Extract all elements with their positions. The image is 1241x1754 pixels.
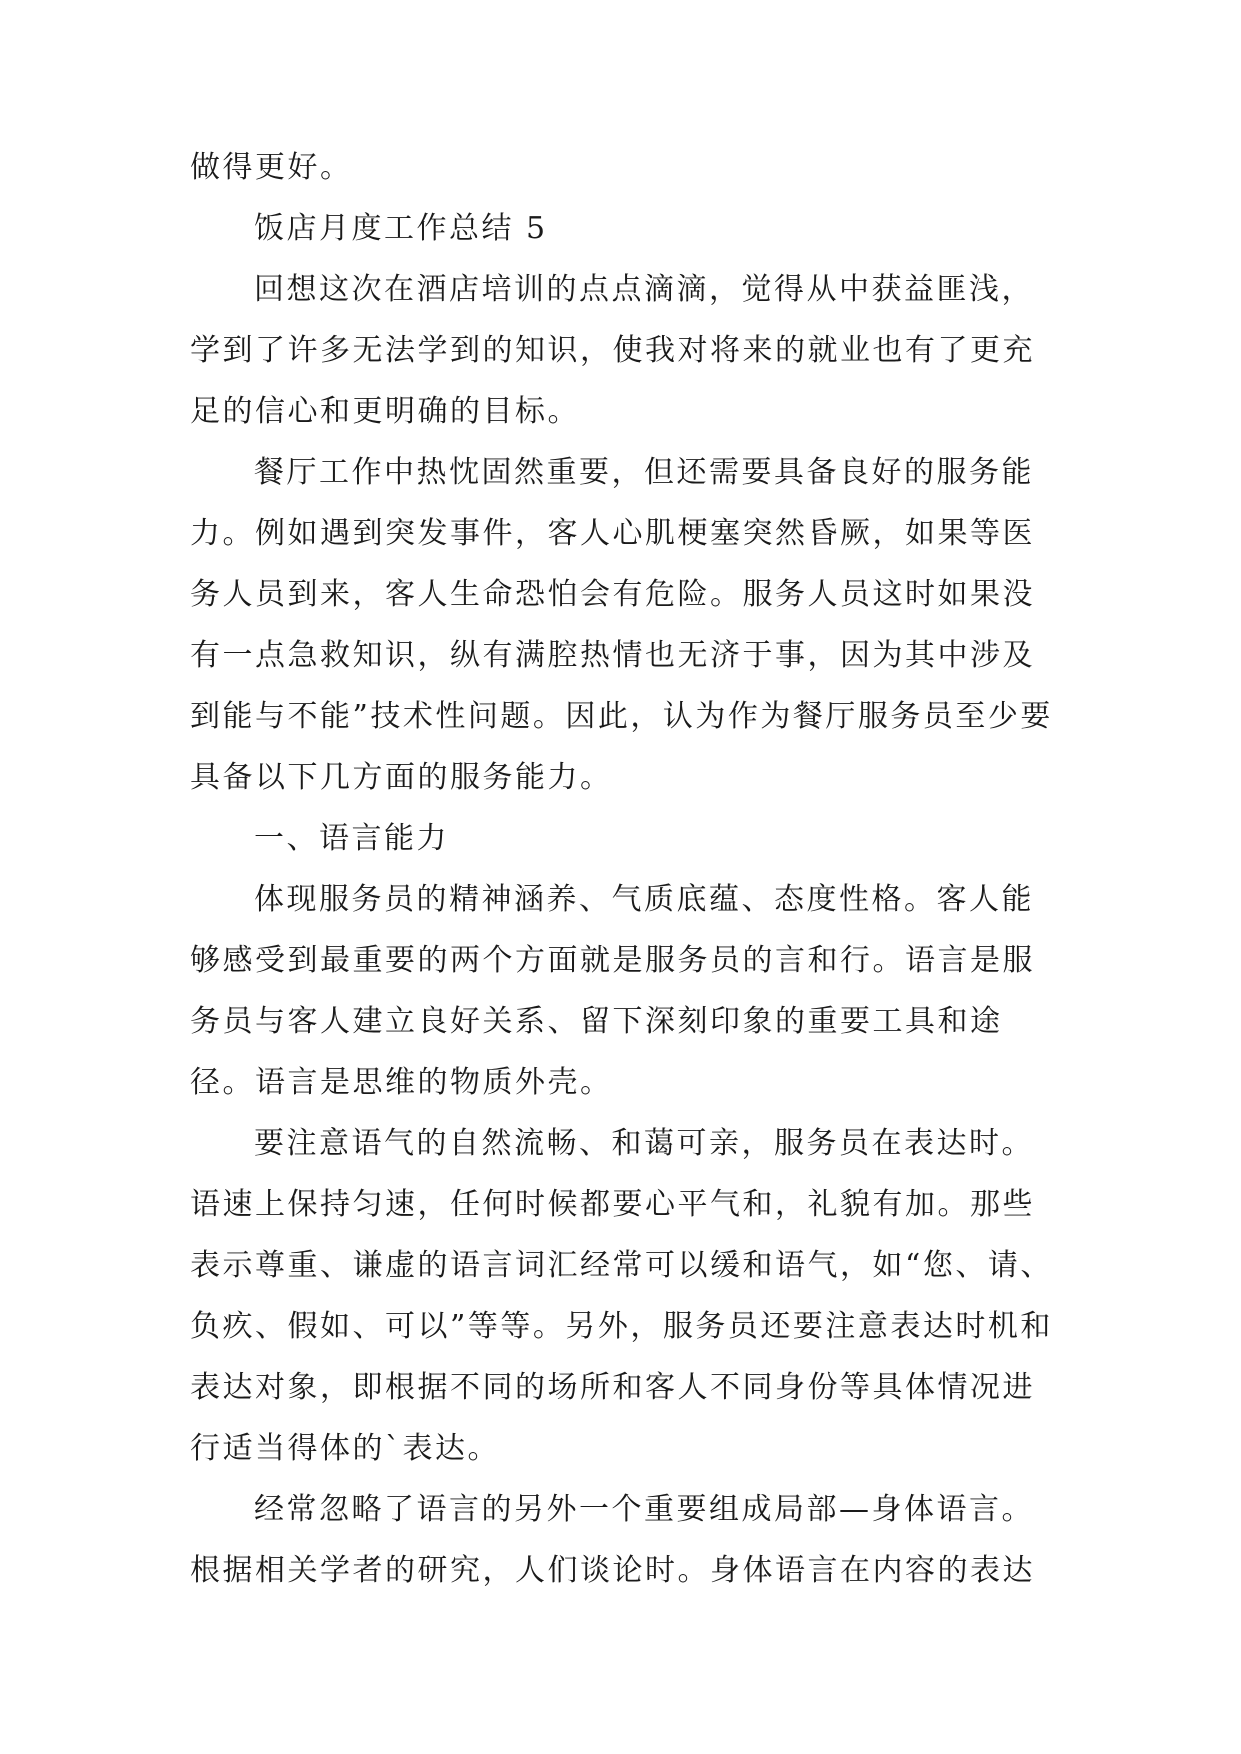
paragraph: 经常忽略了语言的另外一个重要组成局部—身体语言。根据相关学者的研究，人们谈论时。身体语言在内容的表达 <box>190 1492 1035 1588</box>
document-body <box>190 137 1060 1601</box>
paragraph: 要注意语气的自然流畅、和蔼可亲，服务员在表达时。语速上保持匀速，任何时候都要心平气和，礼貌有加。那些表示尊重、谦虚的语言词汇经常可以缓和语气，如“您、请、负疚、假如、可以”等等。另外，服务员还要注意表达时机和表达对象，即根据不同的场所和客人不同身份等具体情况进行适当得体的`表达。 <box>190 1126 1053 1466</box>
paragraph: 体现服务员的精神涵养、气质底蕴、态度性格。客人能够感受到最重要的两个方面就是服务员的言和行。语言是服务员与客人建立良好关系、留下深刻印象的重要工具和途径。语言是思维的物质外壳。 <box>190 882 1035 1100</box>
paragraph: 回想这次在酒店培训的点点滴滴，觉得从中获益匪浅，学到了许多无法学到的知识，使我对将来的就业也有了更充足的信心和更明确的目标。 <box>190 272 1035 429</box>
section-title: 饭店月度工作总结 5 <box>254 211 548 246</box>
continuation-text: 做得更好。 <box>190 150 353 185</box>
subsection-heading: 一、语言能力 <box>254 821 449 856</box>
paragraph: 餐厅工作中热忱固然重要，但还需要具备良好的服务能力。例如遇到突发事件，客人心肌梗塞突然昏厥，如果等医务人员到来，客人生命恐怕会有危险。服务人员这时如果没有一点急救知识，纵有满腔热情也无济于事，因为其中涉及到能与不能”技术性问题。因此，认为作为餐厅服务员至少要具备以下几方面的服务能力。 <box>190 455 1053 795</box>
